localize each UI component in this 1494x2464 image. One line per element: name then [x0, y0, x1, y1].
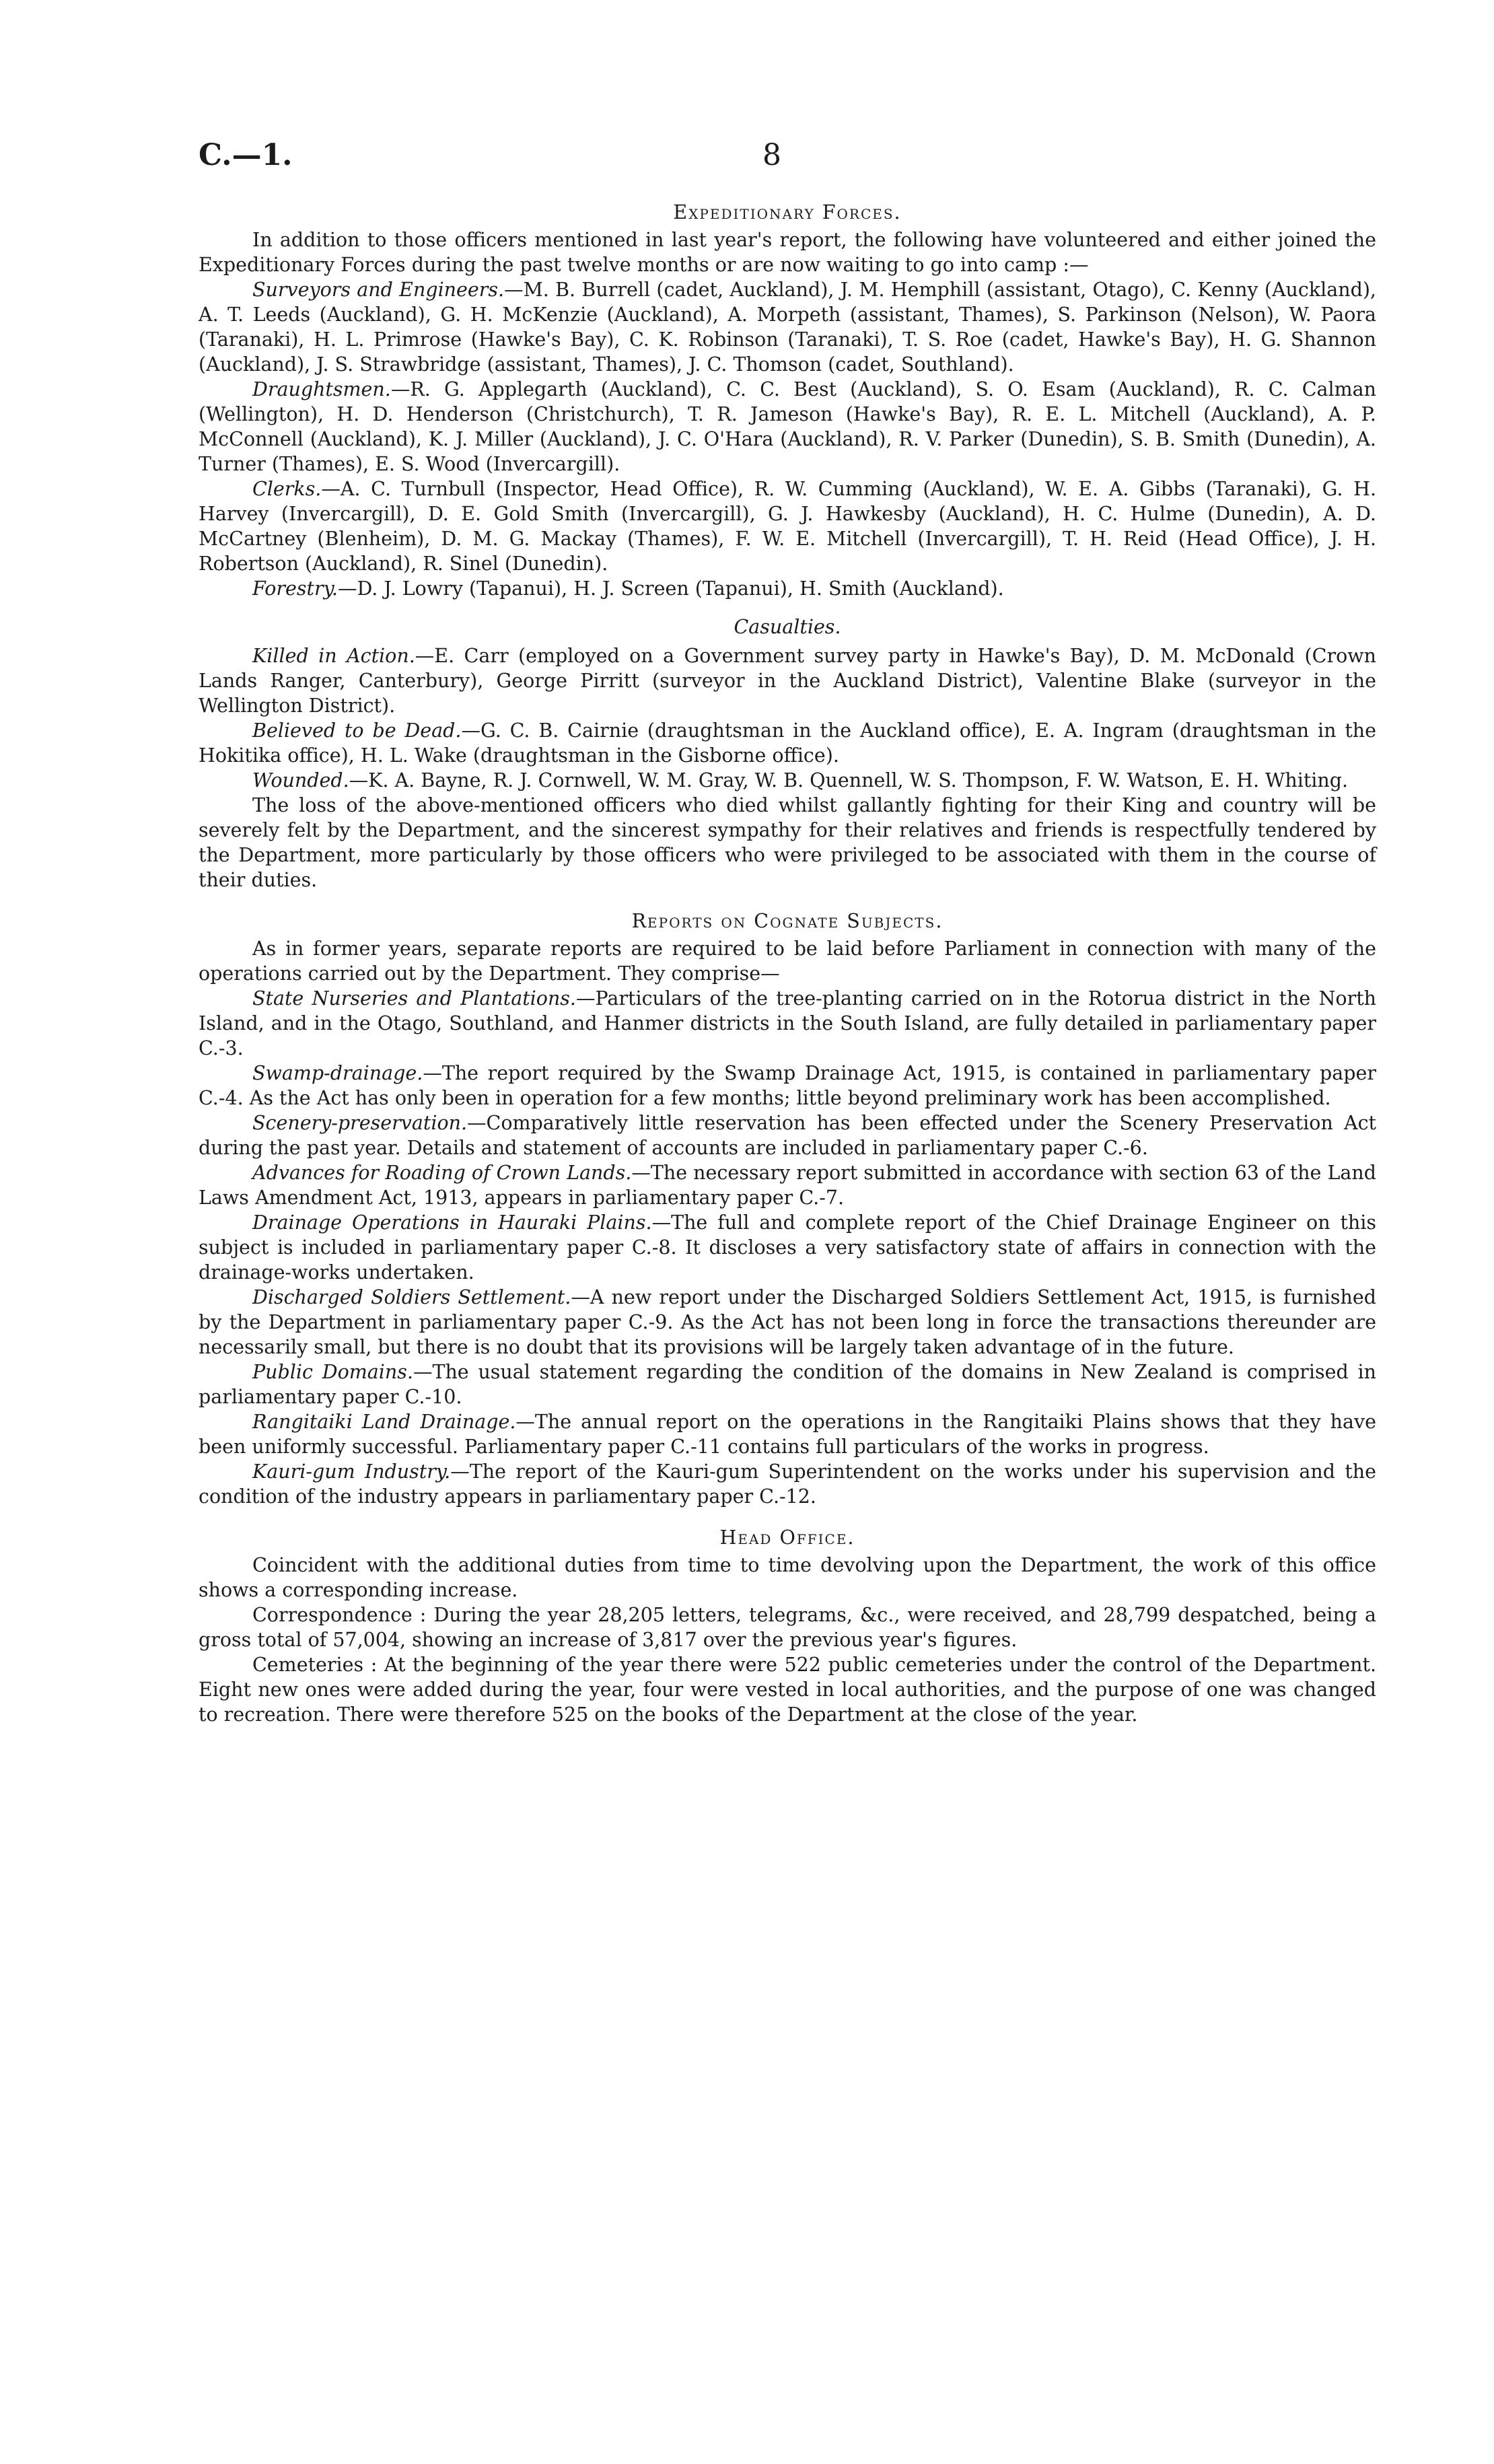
lead-hauraki: Drainage Operations in Hauraki Plains.	[252, 1211, 652, 1234]
paragraph-nurseries	[199, 986, 1376, 1061]
paragraph-loss: The loss of the above-mentioned officers who died whilst gallantly fighting for their King and country will be severely felt by the Department, and the sincerest sympathy for their relatives and friends is respectfully tendered by the Department, more particularly by those officers who were privileged to be associated with them in the course of their duties.	[199, 794, 1376, 891]
page-header	[199, 138, 1376, 192]
lead-scenery: Scenery-preservation.	[252, 1112, 468, 1134]
lead-killed: Killed in Action.	[252, 645, 415, 667]
lead-draughtsmen: Draughtsmen.	[252, 378, 391, 400]
text-kauri: —The report of the Kauri-gum Superintendent on the works under his supervision and the condition of the industry appears in parliamentary paper C.-12.	[199, 1460, 1376, 1508]
subsection-heading-casualties: Casualties.	[734, 616, 841, 638]
lead-swamp: Swamp-drainage.	[252, 1062, 423, 1084]
text-clerks: —A. C. Turnbull (Inspector, Head Office), R. W. Cumming (Auckland), W. E. A. Gibbs (Taranaki), G. H. Harvey (Invercargill), D. E. Gold Smith (Invercargill), G. J. Hawkesby (Auckland), H. C. Hulme (Dunedin), A. D. McCartney (Blenheim), D. M. G. Mackay (Thames), F. W. E. Mitchell (Invercargill), T. H. Reid (Head Office), J. H. Robertson (Auckland), R. Sinel (Dunedin).	[199, 478, 1376, 575]
text-forestry: —D. J. Lowry (Tapanui), H. J. Screen (Tapanui), H. Smith (Auckland).	[337, 577, 1004, 600]
paragraph-clerks	[199, 477, 1376, 576]
section-heading-head-office: Head Office.	[719, 1526, 855, 1549]
text-draughtsmen: —R. G. Applegarth (Auckland), C. C. Best (Auckland), S. O. Esam (Auckland), R. C. Calman (Wellington), H. D. Henderson (Christchurch), T. R. Jameson (Hawke's Bay), R. E. L. Mitchell (Auckland), A. P. McConnell (Auckland), K. J. Miller (Auckland), J. C. O'Hara (Auckland), R. V. Parker (Dunedin), S. B. Smith (Dunedin), A. Turner (Thames), E. S. Wood (Invercargill).	[199, 378, 1376, 475]
page-reference: C.—1.	[199, 138, 293, 172]
lead-roading: Advances for Roading of Crown Lands.	[252, 1162, 632, 1184]
lead-kauri: Kauri-gum Industry.	[252, 1460, 451, 1483]
lead-wounded: Wounded.	[252, 769, 349, 791]
paragraph-head-office-intro: Coincident with the additional duties from time to time devolving upon the Department, the work of this office shows a corresponding increase.	[199, 1554, 1376, 1601]
text-wounded: —K. A. Bayne, R. J. Cornwell, W. M. Gray, W. B. Quennell, W. S. Thompson, F. W. Watson, E. H. Whiting.	[349, 769, 1349, 791]
paragraph-domains	[199, 1360, 1376, 1409]
section-heading-reports: Reports on Cognate Subjects.	[631, 910, 944, 932]
text-scenery: —Comparatively little reservation has been effected under the Scenery Preservation Act during the past year. Details and statement of accounts are included in parliamentary paper C.-6.	[199, 1112, 1376, 1159]
paragraph-killed	[199, 643, 1376, 718]
paragraph-correspondence: Correspondence : During the year 28,205 letters, telegrams, &c., were received, and 28,799 despatched, being a gross total of 57,004, showing an increase of 3,817 over the previous year's figures.	[199, 1604, 1376, 1651]
text-domains: —The usual statement regarding the condition of the domains in New Zealand is comprised in parliamentary paper C.-10.	[199, 1361, 1376, 1408]
document-page	[199, 138, 1376, 1727]
lead-believed-dead: Believed to be Dead.	[252, 719, 462, 742]
lead-soldiers: Discharged Soldiers Settlement.	[252, 1286, 571, 1308]
text-rangitaiki: —The annual report on the operations in the Rangitaiki Plains shows that they have been uniformly successful. Parliamentary paper C.-11 contains full particulars of the works in progress.	[199, 1411, 1376, 1458]
lead-nurseries: State Nurseries and Plantations.	[252, 987, 576, 1010]
paragraph-reports-intro: As in former years, separate reports are required to be laid before Parliament in connection with many of the operations carried out by the Department. They comprise—	[199, 938, 1376, 985]
text-surveyors: —M. B. Burrell (cadet, Auckland), J. M. Hemphill (assistant, Otago), C. Kenny (Auckland), A. T. Leeds (Auckland), G. H. McKenzie (Auckland), A. Morpeth (assistant, Thames), S. Parkinson (Nelson), W. Paora (Taranaki), H. L. Primrose (Hawke's Bay), C. K. Robinson (Taranaki), T. S. Roe (cadet, Hawke's Bay), H. G. Shannon (Auckland), J. S. Strawbridge (assistant, Thames), J. C. Thomson (cadet, Southland).	[199, 279, 1376, 376]
paragraph-rangitaiki	[199, 1409, 1376, 1459]
section-heading-expeditionary: Expeditionary Forces.	[673, 201, 902, 223]
paragraph-soldiers	[199, 1285, 1376, 1360]
text-hauraki: —The full and complete report of the Chief Drainage Engineer on this subject is included in parliamentary paper C.-8. It discloses a very satisfactory state of affairs in connection with the drainage-works undertaken.	[199, 1211, 1376, 1283]
paragraph-hauraki	[199, 1210, 1376, 1285]
text-roading: —The necessary report submitted in accordance with section 63 of the Land Laws Amendment Act, 1913, appears in parliamentary paper C.-7.	[199, 1162, 1377, 1209]
paragraph-kauri	[199, 1459, 1376, 1509]
text-believed-dead: —G. C. B. Cairnie (draughtsman in the Auckland office), E. A. Ingram (draughtsman in the Hokitika office), H. L. Wake (draughtsman in the Gisborne office).	[199, 719, 1376, 767]
page-number: 8	[762, 138, 781, 172]
text-nurseries: —Particulars of the tree-planting carried on in the Rotorua district in the North Island, and in the Otago, Southland, and Hanmer districts in the South Island, are fully detailed in parliamentary paper C.-3.	[199, 987, 1377, 1059]
paragraph-draughtsmen	[199, 377, 1376, 477]
paragraph-forestry	[199, 576, 1376, 601]
lead-rangitaiki: Rangitaiki Land Drainage.	[252, 1411, 516, 1433]
lead-forestry: Forestry.	[252, 577, 338, 600]
lead-surveyors: Surveyors and Engineers.	[252, 279, 505, 301]
text-soldiers: —A new report under the Discharged Soldiers Settlement Act, 1915, is furnished by the Department in parliamentary paper C.-9. As the Act has not been long in force the transactions thereunder are necessarily small, but there is no doubt that its provisions will be largely taken advantage of in the future.	[199, 1286, 1376, 1358]
paragraph-wounded	[199, 768, 1376, 793]
lead-clerks: Clerks.	[252, 478, 322, 500]
text-killed: —E. Carr (employed on a Government survey party in Hawke's Bay), D. M. McDonald (Crown Lands Ranger, Canterbury), George Pirritt (surveyor in the Auckland District), Valentine Blake (surveyor in the Wellington District).	[199, 645, 1376, 717]
paragraph-believed-dead	[199, 718, 1376, 768]
paragraph-swamp	[199, 1061, 1376, 1111]
lead-domains: Public Domains.	[252, 1361, 413, 1383]
paragraph-roading	[199, 1160, 1376, 1210]
paragraph-cemeteries: Cemeteries : At the beginning of the year there were 522 public cemeteries under the control of the Department. Eight new ones were added during the year, four were vested in local authorities, and the purpose of one was changed to recreation. There were therefore 525 on the books of the Department at the close of the year.	[199, 1654, 1376, 1726]
text-swamp: —The report required by the Swamp Drainage Act, 1915, is contained in parliamentary paper C.-4. As the Act has only been in operation for a few months; little beyond preliminary work has been accomplished.	[199, 1062, 1376, 1109]
paragraph-expeditionary-intro: In addition to those officers mentioned in last year's report, the following have volunteered and either joined the Expeditionary Forces during the past twelve months or are now waiting to go into camp :—	[199, 229, 1376, 276]
paragraph-surveyors	[199, 277, 1376, 377]
paragraph-scenery	[199, 1111, 1376, 1160]
